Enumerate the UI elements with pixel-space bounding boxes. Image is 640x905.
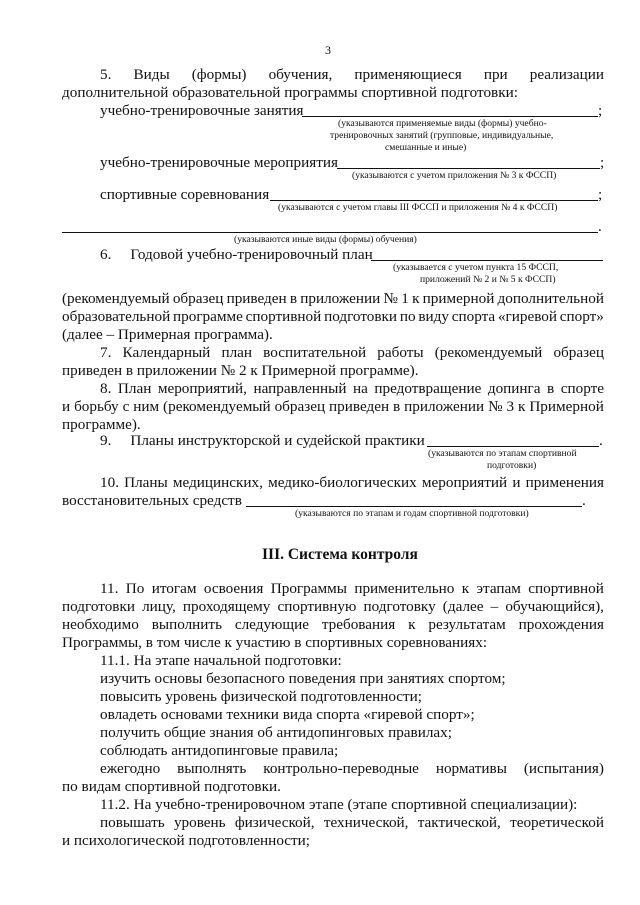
item6-label: 6. Годовой учебно-тренировочный план	[100, 246, 373, 263]
word: Виды	[133, 66, 170, 83]
word: 10.	[100, 474, 119, 491]
item10-end: .	[582, 492, 586, 509]
word: выполнять	[177, 760, 247, 777]
word: технической,	[323, 814, 409, 831]
word: подготовки	[62, 598, 135, 615]
word: контрольно-переводные	[263, 760, 419, 777]
word: необходимо	[62, 616, 139, 633]
sub11-2-heading: 11.2. На учебно-тренировочном этапе (этапе спортивной специализации):	[100, 796, 578, 813]
word: спортивной	[528, 580, 604, 597]
item10-line2-label: восстановительных средств	[62, 492, 242, 509]
word: борьбу	[74, 398, 119, 415]
word: освоения	[203, 580, 264, 597]
training-events-blank	[337, 168, 600, 169]
word: воспитательной	[263, 344, 367, 361]
word: теоретической	[510, 814, 604, 831]
item6-note-1: (указывается с учетом пункта 15 ФССП,	[393, 262, 559, 273]
word: (далее	[442, 598, 484, 615]
word: применительно	[354, 580, 455, 597]
word: выполнить	[151, 616, 222, 633]
word: в	[289, 290, 298, 307]
word: обучающийся),	[505, 598, 604, 615]
word: образец	[553, 344, 604, 361]
word: к	[412, 290, 420, 307]
training-events-label: учебно-тренировочные мероприятия	[100, 154, 338, 171]
sub11-1-last-line2: по видам спортивной подготовки.	[62, 778, 281, 795]
word: примерной	[422, 290, 495, 307]
word: к	[408, 616, 416, 633]
word: направленный	[253, 380, 347, 397]
word: виду	[418, 308, 449, 325]
word: приложении	[404, 398, 485, 415]
sub11-1-item: соблюдать антидопинговые правила;	[100, 742, 339, 759]
other-forms-blank	[62, 232, 598, 233]
word: План	[117, 380, 152, 397]
word: лицу,	[142, 598, 176, 615]
word: Примерной	[529, 398, 604, 415]
item6-line1	[62, 290, 604, 308]
word: по	[399, 308, 416, 325]
word: при	[483, 66, 508, 83]
sub11-1-heading: 11.1. На этапе начальной подготовки:	[100, 652, 342, 669]
sub11-2-line2: и психологической подготовленности;	[62, 832, 311, 849]
competitions-blank	[270, 200, 598, 201]
word: в	[393, 398, 401, 415]
word: приведен	[329, 398, 390, 415]
item9-end: .	[599, 432, 603, 449]
word: Календарный	[122, 344, 211, 361]
word: По	[125, 580, 145, 597]
word: –	[490, 598, 499, 615]
item9-label: 9. Планы инструкторской и судейской практики	[100, 432, 425, 449]
training-sessions-note-3: смешанные и иные)	[385, 142, 467, 153]
word: Программы	[270, 580, 347, 597]
word: мероприятий,	[157, 380, 247, 397]
word: подготовки	[324, 308, 398, 325]
training-events-note: (указываются с учетом приложения № 3 к ФССП)	[352, 170, 557, 181]
word: к	[518, 398, 526, 415]
word: прохождения	[518, 616, 604, 633]
item7-line1	[100, 344, 604, 362]
word: спортивной	[245, 308, 322, 325]
training-sessions-blank	[302, 116, 598, 117]
word: образовательной	[62, 308, 171, 325]
sub11-1-item: получить общие знания об антидопинговых правилах;	[100, 724, 452, 741]
word: требования	[321, 616, 396, 633]
word: образец	[172, 290, 224, 307]
word: ним	[133, 398, 160, 415]
item6-line2	[62, 308, 604, 326]
word: спорта	[451, 308, 496, 325]
other-forms-note: (указываются иные виды (формы) обучения)	[234, 234, 417, 245]
word: №	[383, 290, 399, 307]
word: приложении	[300, 290, 381, 307]
word: проходящему	[182, 598, 271, 615]
word: №	[488, 398, 503, 415]
item8-line3: программе).	[62, 416, 141, 433]
word: и	[512, 474, 521, 491]
item7-line2: приведен в приложении № 2 к Примерной программе).	[62, 362, 419, 379]
training-sessions-note-1: (указываются применяемые виды (формы) учебно-	[338, 118, 547, 129]
word: допинга	[487, 380, 541, 397]
word: этапам	[476, 580, 521, 597]
word: Планы	[124, 474, 168, 491]
word: подготовку	[363, 598, 436, 615]
word: «гиревой	[497, 308, 558, 325]
word: план	[221, 344, 253, 361]
item10-blank	[246, 506, 582, 507]
word: повышать	[100, 814, 165, 831]
word: работы	[377, 344, 424, 361]
item9-note-2: подготовки)	[487, 460, 537, 471]
word: в	[547, 380, 555, 397]
word: образец	[274, 398, 326, 415]
training-sessions-end: ;	[598, 102, 603, 119]
word: следующие	[234, 616, 309, 633]
word: (рекомендуемый	[163, 398, 271, 415]
item11-line4: Программы, в том числе к участию в спортивных соревнованиях:	[62, 634, 488, 651]
word: (рекомендуемый	[62, 290, 170, 307]
word: 8.	[100, 380, 112, 397]
word: результатам	[428, 616, 506, 633]
item9-note-1: (указываются по этапам спортивной	[428, 448, 577, 459]
word: (рекомендуемый	[434, 344, 543, 361]
word: уровень	[173, 814, 226, 831]
item11-line1	[100, 580, 604, 598]
item6-line3: (далее – Примерная программа).	[62, 326, 273, 343]
other-forms-end: .	[598, 218, 602, 235]
word: медицинских,	[172, 474, 263, 491]
sub11-1-item: повысить уровень физической подготовленности;	[100, 688, 423, 705]
word: ежегодно	[100, 760, 161, 777]
word: применяющиеся	[354, 66, 462, 83]
word: применения	[525, 474, 604, 491]
word: дополнительной	[497, 290, 604, 307]
word: спортивную	[277, 598, 357, 615]
training-sessions-label: учебно-тренировочные занятия	[100, 102, 304, 119]
word: нормативы	[435, 760, 507, 777]
item5-line2: дополнительной образовательной программы спортивной подготовки:	[62, 84, 518, 101]
training-events-end: ;	[600, 154, 605, 171]
word: с	[122, 398, 130, 415]
sub11-1-item: овладеть основами техники вида спорта «гиревой спорт»;	[100, 706, 475, 723]
word: приведен	[226, 290, 287, 307]
word: 11.	[100, 580, 119, 597]
word: спорт»	[559, 308, 604, 325]
word: 5.	[100, 66, 112, 83]
sub11-2-line1	[100, 814, 604, 832]
training-sessions-note-2: тренировочных занятий (групповые, индивидуальные,	[330, 130, 554, 141]
competitions-end: ;	[598, 186, 603, 203]
word: программе	[173, 308, 243, 325]
competitions-note: (указываются с учетом главы III ФССП и приложения № 4 к ФССП)	[278, 202, 558, 213]
word: тактической,	[417, 814, 501, 831]
item10-line1	[100, 474, 604, 492]
item6-note-2: приложений № 2 и № 5 к ФССП)	[420, 274, 556, 285]
word: предотвращение	[374, 380, 482, 397]
item11-line3	[62, 616, 604, 634]
word: мероприятий	[421, 474, 508, 491]
item9-blank	[427, 446, 599, 447]
word: 7.	[100, 344, 112, 361]
word: и	[62, 398, 71, 415]
item8-line1	[100, 380, 604, 398]
sub11-1-item: изучить основы безопасного поведения при занятиях спортом;	[100, 670, 506, 687]
page-number: 3	[325, 43, 331, 57]
word: (испытания)	[523, 760, 604, 777]
word: 1	[401, 290, 409, 307]
item8-line2	[62, 398, 604, 416]
competitions-label: спортивные соревнования	[100, 186, 270, 203]
word: на	[352, 380, 368, 397]
word: 3	[506, 398, 515, 415]
item10-note: (указываются по этапам и годам спортивной подготовки)	[295, 508, 529, 519]
item6-blank	[371, 260, 603, 261]
section-heading: III. Система контроля	[262, 546, 418, 563]
sub11-1-last-line1	[100, 760, 604, 778]
word: физической,	[234, 814, 315, 831]
word: спорте	[560, 380, 604, 397]
word: реализации	[529, 66, 604, 83]
word: медико-биологических	[268, 474, 417, 491]
item5-line1	[100, 66, 604, 84]
word: итогам	[151, 580, 197, 597]
word: к	[461, 580, 470, 597]
word: (формы)	[191, 66, 247, 83]
word: обучения,	[268, 66, 333, 83]
item11-line2	[62, 598, 604, 616]
